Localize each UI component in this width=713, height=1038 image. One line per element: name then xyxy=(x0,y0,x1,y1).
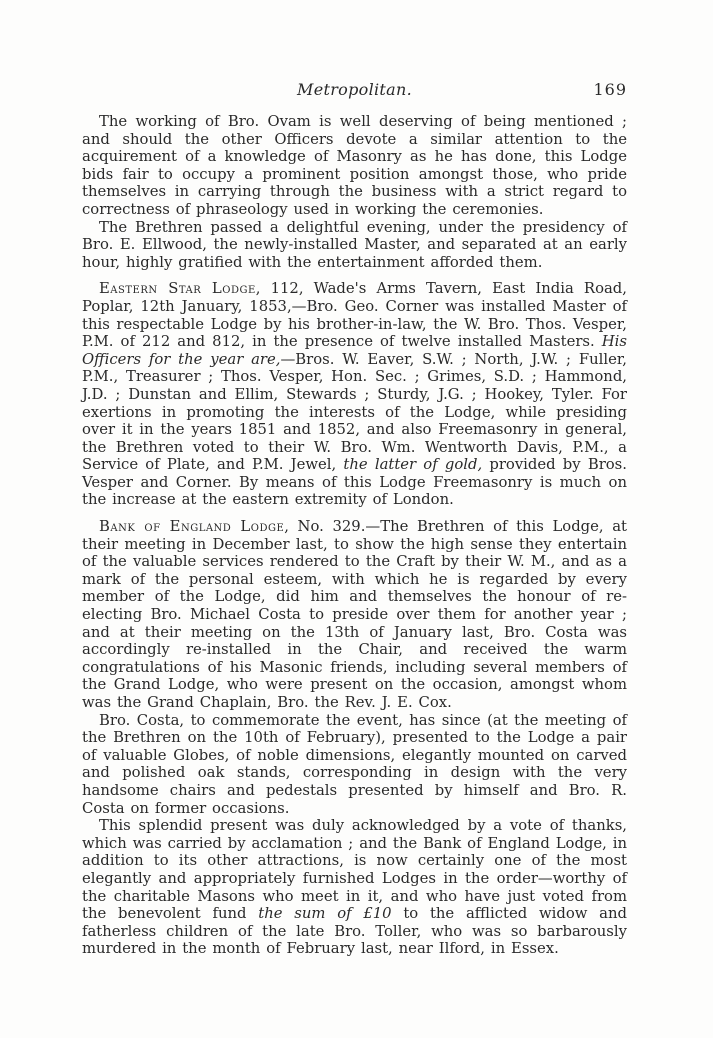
page-number: 169 xyxy=(593,80,627,99)
eastern-star-lodge-heading: Eastern Star Lodge xyxy=(99,280,256,298)
paragraph-text: to the afflicted widow and fatherless children of the late Bro. Toller, who was so barbarously murdered in the month of February last, near Ilford, in Essex. xyxy=(82,905,627,958)
paragraph-costa-globes xyxy=(82,712,627,818)
paragraph-text: , 112, Wade's Arms Tavern, East India Road, Poplar, 12th January, 1853,—Bro. Geo. Corner was installed Master of this respectable Lodge by his brother-in-law, the W. Bro. Thos. Vesper, P.M. of 212 and 812, in the presence of twelve installed Masters. xyxy=(82,280,627,351)
section-title: Metropolitan. xyxy=(297,80,412,99)
italic-officers-phrase: His Officers for the year are, xyxy=(82,333,627,368)
article-body xyxy=(82,113,627,958)
italic-latter-of-gold: the latter of gold, xyxy=(343,456,483,474)
paragraph-bank-of-england-lodge xyxy=(82,518,627,712)
paragraph-text: —Bros. W. Eaver, S.W. ; North, J.W. ; Fuller, P.M., Treasurer ; Thos. Vesper, Hon. Sec. ; Grimes, S.D. ; Hammond, J.D. ; Dunstan and Ellim, Stewards ; Sturdy, J.G. ; Hookey, Tyler. For exertions in promoting the interests of the Lodge, while presiding over it in the years 1851 and 1852, and also Freemasonry in general, the Brethren voted to their W. Bro. Wm. Wentworth Davis, P.M., a Service of Plate, and P.M. Jewel, xyxy=(82,350,628,474)
paragraph-text: The working of Bro. Ovam is well deserving of being mentioned ; and should the other Officers devote a similar attention to the acquirement of a knowledge of Masonry as he has done, this Lodge bids fair to occupy a prominent position amongst those, who pride themselves in carrying through the business with a strict regard to correctness of phraseology used in working the ceremonies. xyxy=(82,113,627,218)
paragraph-splendid-present xyxy=(82,817,627,958)
italic-sum-of-ten-pounds: the sum of £10 xyxy=(258,905,392,923)
paragraph-bro-ovam xyxy=(82,113,627,219)
paragraph-text: , No. 329.—The Brethren of this Lodge, at their meeting in December last, to show the high sense they entertain of the valuable services rendered to the Craft by their W. M., and as a mark of the personal esteem, with which he is regarded by every member of the Lodge, did him and themselves the honour of re-electing Bro. Michael Costa to preside over them for another year ; and at their meeting on the 13th of January last, Bro. Costa was accordingly re-installed in the Chair, and received the warm congratulations of his Masonic friends, including several members of the Grand Lodge, who were present on the occasion, amongst whom was the Grand Chaplain, Bro. the Rev. J. E. Cox. xyxy=(82,518,627,711)
text-column xyxy=(82,80,627,958)
paragraph-brethren-evening xyxy=(82,219,627,272)
paragraph-text: This splendid present was duly acknowledged by a vote of thanks, which was carried by acclamation ; and the Bank of England Lodge, in addition to its other attractions, is now certainly one of the most elegantly and appropriately furnished Lodges in the order—worthy of the charitable Masons who meet in it, and who have just voted from the benevolent fund xyxy=(82,817,628,923)
paragraph-text: The Brethren passed a delightful evening, under the presidency of Bro. E. Ellwood, the newly-installed Master, and separated at an early hour, highly gratified with the entertainment afforded them. xyxy=(82,218,627,271)
running-header xyxy=(82,80,627,100)
paragraph-eastern-star-lodge xyxy=(82,280,627,509)
paragraph-text: provided by Bros. Vesper and Corner. By means of this Lodge Freemasonry is much on the increase at the eastern extremity of London. xyxy=(82,456,627,509)
bank-of-england-lodge-heading: Bank of England Lodge xyxy=(99,518,285,536)
paragraph-text: Bro. Costa, to commemorate the event, has since (at the meeting of the Brethren on the 10th of February), presented to the Lodge a pair of valuable Globes, of noble dimensions, elegantly mounted on carved and polished oak stands, corresponding in design with the very handsome chairs and pedestals presented by himself and Bro. R. Costa on former occasions. xyxy=(82,711,627,817)
